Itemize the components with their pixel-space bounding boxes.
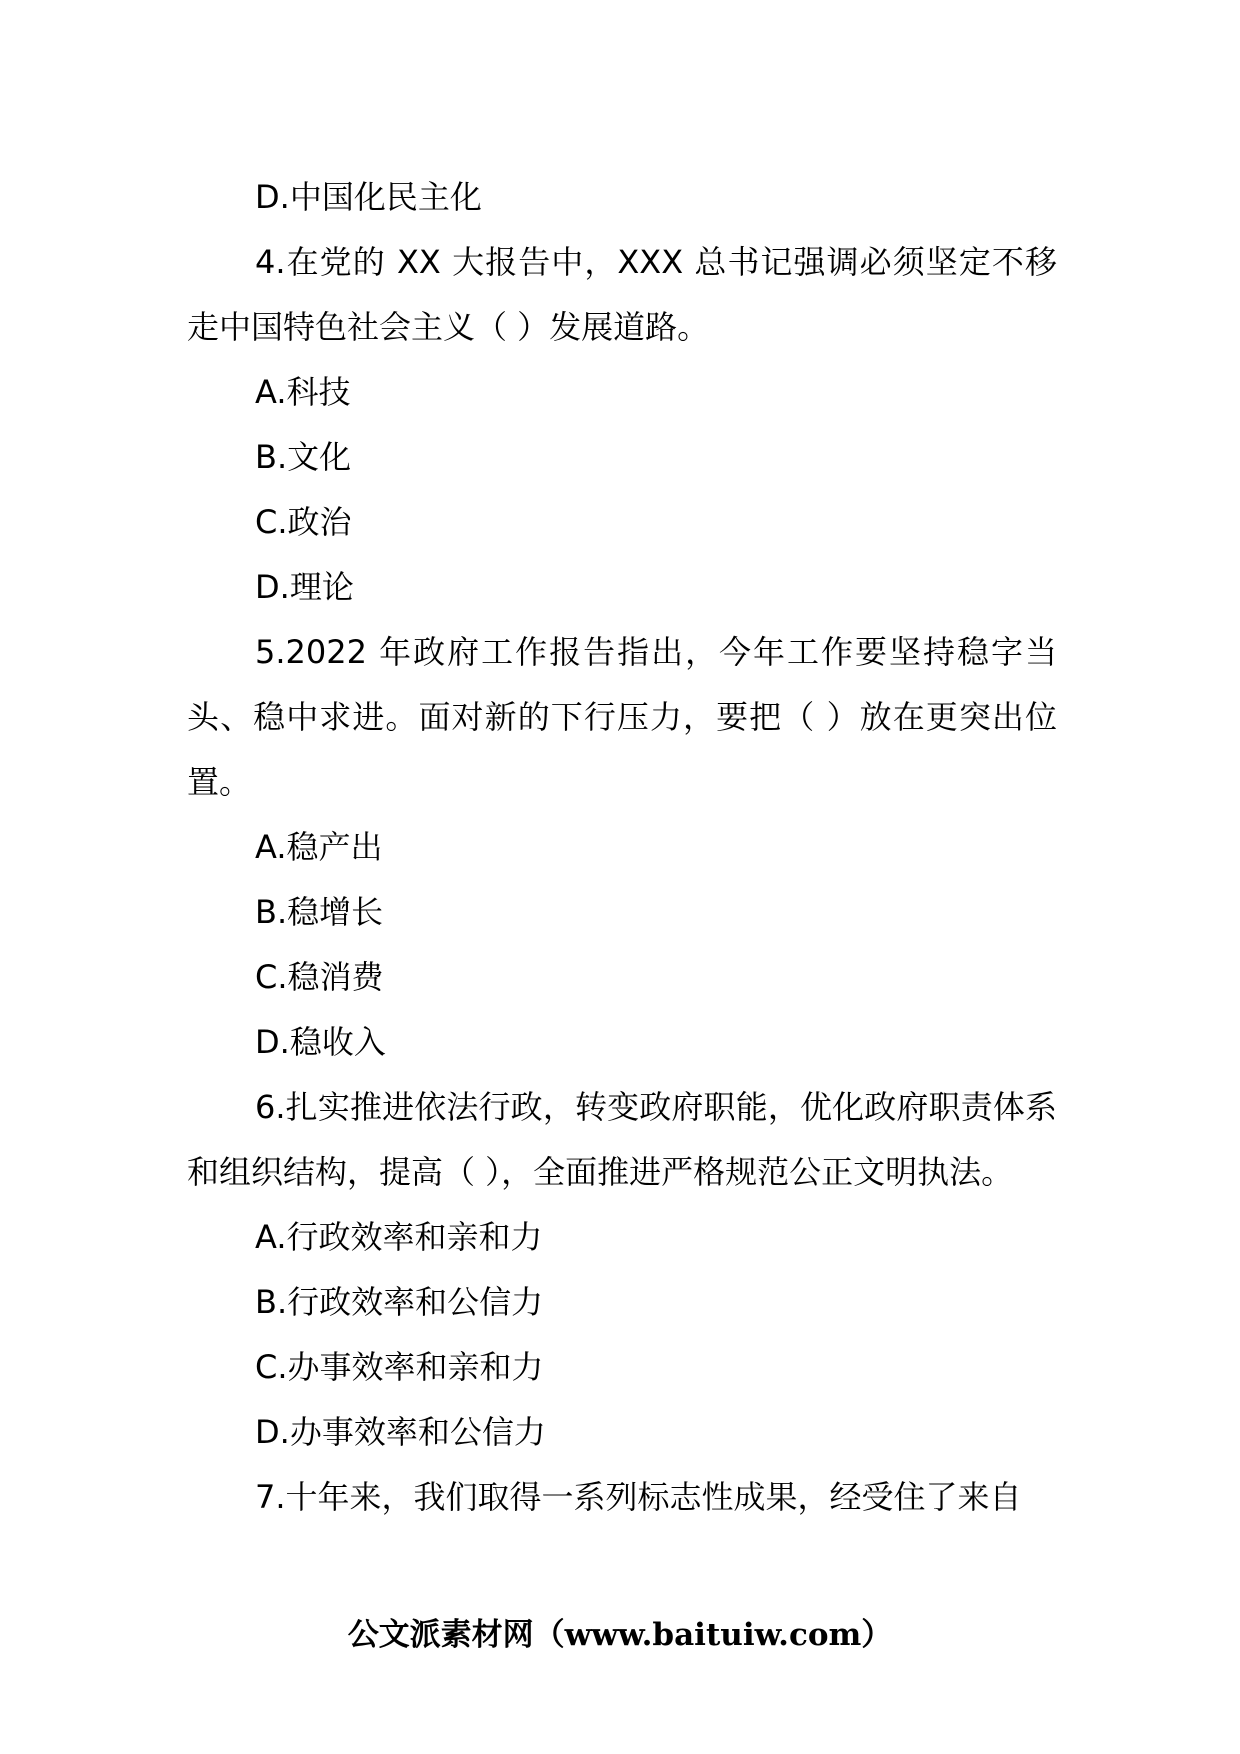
question-5: 5.2022 年政府工作报告指出，今年工作要坚持稳字当头、稳中求进。面对新的下行压力，要把（ ）放在更突出位置。 [187, 633, 1057, 801]
question-7: 7.十年来，我们取得一系列标志性成果，经受住了来自 [255, 1478, 1022, 1516]
question-4-option-d: D.理论 [255, 568, 354, 606]
question-4: 4.在党的 XX 大报告中，XXX 总书记强调必须坚定不移走中国特色社会主义（ ）发展道路。 [187, 243, 1057, 346]
document-body [187, 165, 1057, 1530]
question-6: 6.扎实推进依法行政，转变政府职能，优化政府职责体系和组织结构，提高（ ），全面推进严格规范公正文明执法。 [187, 1088, 1057, 1191]
question-6-option-b: B.行政效率和公信力 [255, 1283, 544, 1321]
question-5-option-a: A.稳产出 [255, 828, 383, 866]
question-6-option-a: A.行政效率和亲和力 [255, 1218, 543, 1256]
question-5-option-c: C.稳消费 [255, 958, 384, 996]
question-4-option-c: C.政治 [255, 503, 352, 541]
option-prev-d: D.中国化民主化 [255, 178, 482, 216]
footer-watermark: 公文派素材网（www.baituiw.com） [347, 1617, 893, 1653]
question-6-option-d: D.办事效率和公信力 [255, 1413, 546, 1451]
question-4-option-a: A.科技 [255, 373, 351, 411]
question-5-option-d: D.稳收入 [255, 1023, 386, 1061]
question-6-option-c: C.办事效率和亲和力 [255, 1348, 544, 1386]
question-4-option-b: B.文化 [255, 438, 352, 476]
question-5-option-b: B.稳增长 [255, 893, 384, 931]
